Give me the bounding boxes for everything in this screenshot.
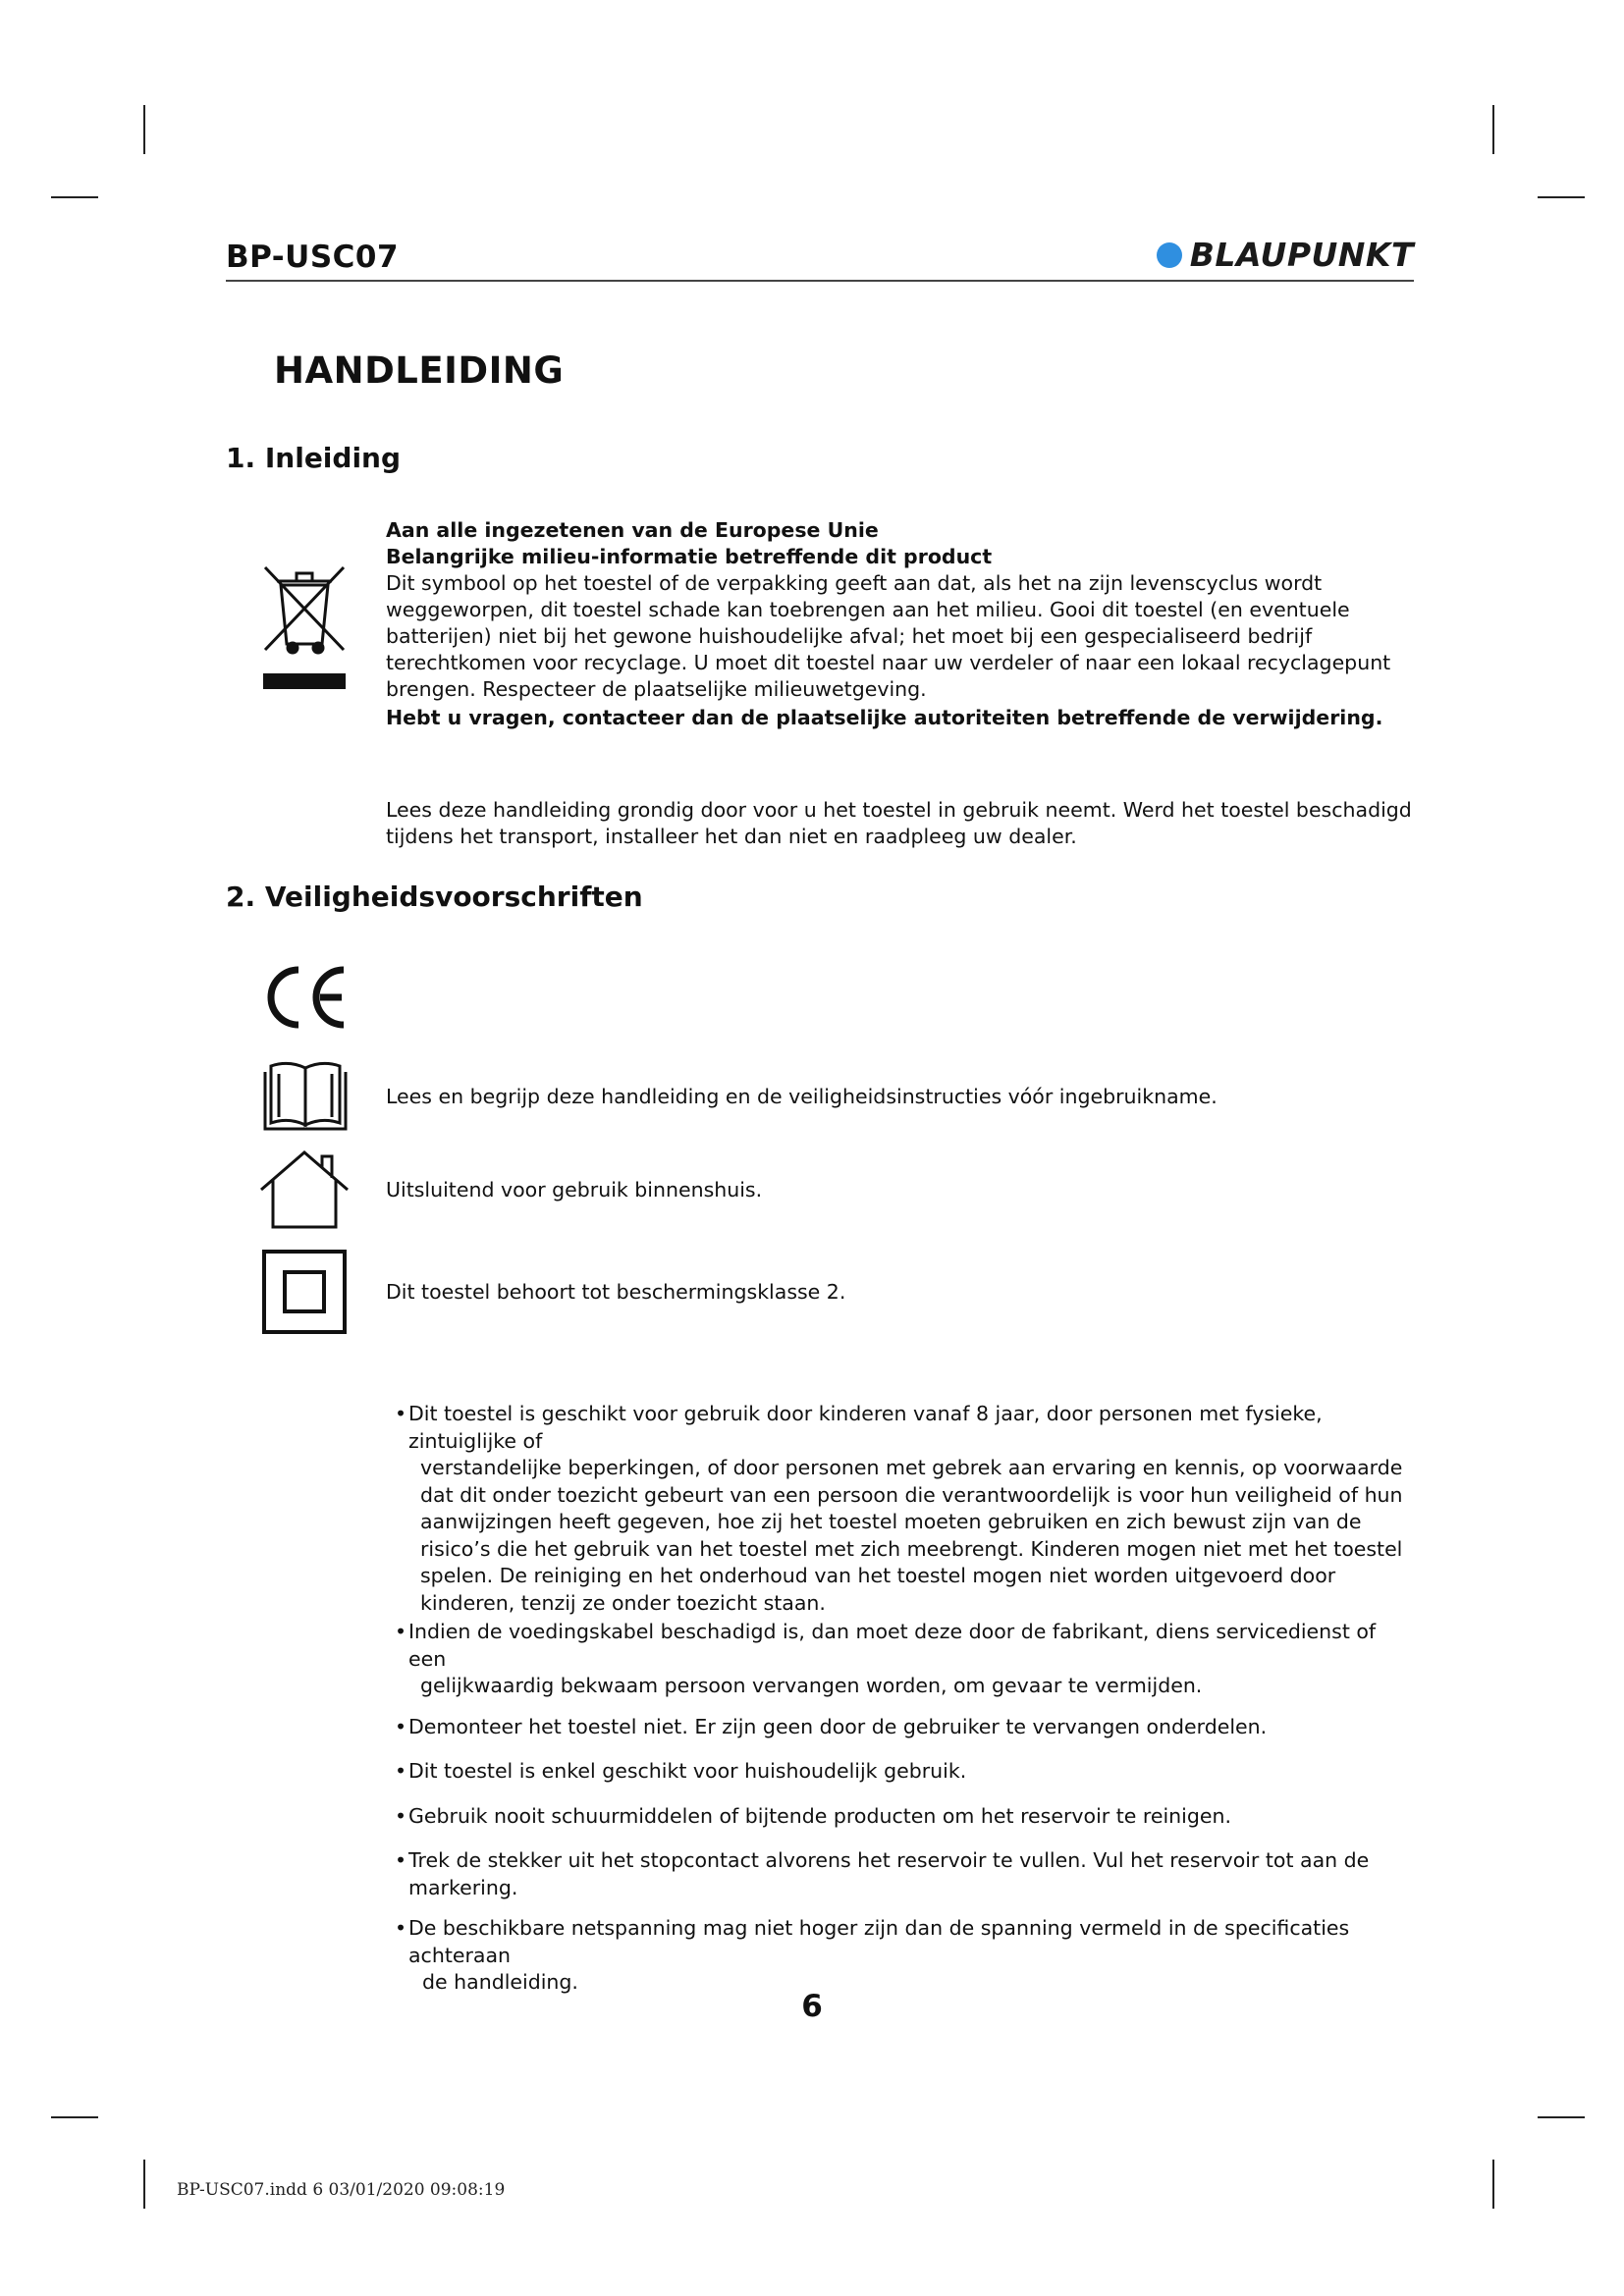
symbol-text-indoor: Uitsluitend voor gebruik binnenshuis. [386,1178,763,1201]
symbol-text-manual: Lees en begrijp deze handleiding en de veiligheidsinstructies vóór ingebruikname. [386,1085,1218,1108]
weee-line-2: Belangrijke milieu-informatie betreffende dit product [386,545,993,568]
brand-name: BLAUPUNKT [1189,236,1414,274]
weee-crossed-bin-icon [257,560,352,693]
bullet-first-line: Demonteer het toestel niet. Er zijn geen door de gebruiker te vervangen onderdelen. [408,1714,1268,1738]
bullet-first-line: Indien de voedingskabel beschadigd is, dan moet deze door de fabrikant, diens servicedienst of een [408,1620,1377,1671]
crop-mark-top-left-h [51,196,98,198]
bullet-first-line: Gebruik nooit schuurmiddelen of bijtende producten om het reservoir te reinigen. [408,1803,1231,1828]
manual-book-icon [259,1060,352,1135]
bullet-continuation: de handleiding. [422,1970,578,1994]
bullet-first-line: Dit toestel is geschikt voor gebruik door kinderen vanaf 8 jaar, door personen met fysieke, zintuiglijke of [408,1402,1323,1453]
section-heading-inleiding: 1. Inleiding [226,442,402,474]
safety-instructions-list [395,1401,1406,2010]
list-item [395,1714,1406,1741]
print-slug: BP-USC07.indd 6 03/01/2020 09:08:19 [177,2180,506,2200]
list-item [395,1803,1406,1831]
section-heading-veiligheid: 2. Veiligheidsvoorschriften [226,881,643,913]
crop-mark-bottom-left-h [51,2116,98,2118]
page-title: HANDLEIDING [274,349,565,392]
crop-mark-top-right-h [1538,196,1585,198]
brand-logo [1157,236,1414,274]
ce-mark-icon [261,962,350,1033]
crop-mark-bottom-left [143,2160,145,2209]
list-item [395,1401,1406,1617]
weee-notice [386,517,1427,731]
weee-line-1: Aan alle ingezetenen van de Europese Unie [386,518,879,542]
list-item [395,1915,1406,1997]
indoor-house-icon [257,1148,352,1231]
list-item [395,1619,1406,1700]
bullet-continuation: gelijkwaardig bekwaam persoon vervangen worden, om gevaar te vermijden. [420,1674,1203,1697]
brand-dot-icon [1157,242,1182,268]
read-manual-note: Lees deze handleiding grondig door voor u het toestel in gebruik neemt. Werd het toestel beschadigd tijdens het transport, installeer het dan niet en raadpleeg uw dealer. [386,798,1412,848]
model-number: BP-USC07 [226,240,400,275]
class-2-double-square-icon [261,1249,348,1335]
bullet-first-line: Dit toestel is enkel geschikt voor huishoudelijk gebruik. [408,1759,967,1783]
page-number: 6 [801,1989,823,2024]
header-divider [226,280,1414,282]
crop-mark-bottom-right [1492,2160,1494,2209]
crop-mark-top-right [1492,105,1494,154]
list-item [395,1847,1406,1901]
bullet-first-line: Trek de stekker uit het stopcontact alvorens het reservoir te vullen. Vul het reservoir tot aan de markering. [408,1848,1370,1899]
bullet-continuation: verstandelijke beperkingen, of door personen met gebrek aan ervaring en kennis, op voorwaarde dat dit onder toezicht gebeurt van een persoon die verantwoordelijk is voor hun veiligheid of hun aanwijzingen heeft gegeven, hoe zij het toestel moeten gebruiken en zich bewust zijn van de risico’s die het gebruik van het toestel met zich meebrengt. Kinderen mogen niet met het toestel spelen. De reiniging en het onderhoud van het toestel mogen niet worden uitgevoerd door kinderen, tenzij ze onder toezicht staan. [420,1456,1403,1615]
weee-closing: Hebt u vragen, contacteer dan de plaatselijke autoriteiten betreffende de verwijdering. [386,706,1383,729]
symbol-text-class2: Dit toestel behoort tot beschermingsklasse 2. [386,1280,846,1304]
weee-body: Dit symbool op het toestel of de verpakking geeft aan dat, als het na zijn levenscyclus wordt weggeworpen, dit toestel schade kan toebrengen aan het milieu. Gooi dit toestel (en eventuele batterijen) niet bij het gewone huishoudelijke afval; het moet bij een gespecialiseerd bedrijf terechtkomen voor recyclage. U moet dit toestel naar uw verdeler of naar een lokaal recyclagepunt brengen. Respecteer de plaatselijke milieuwetgeving. [386,571,1391,701]
crop-mark-top-left [143,105,145,154]
crop-mark-bottom-right-h [1538,2116,1585,2118]
bullet-first-line: De beschikbare netspanning mag niet hoger zijn dan de spanning vermeld in de specificaties achteraan [408,1916,1350,1967]
list-item [395,1758,1406,1786]
